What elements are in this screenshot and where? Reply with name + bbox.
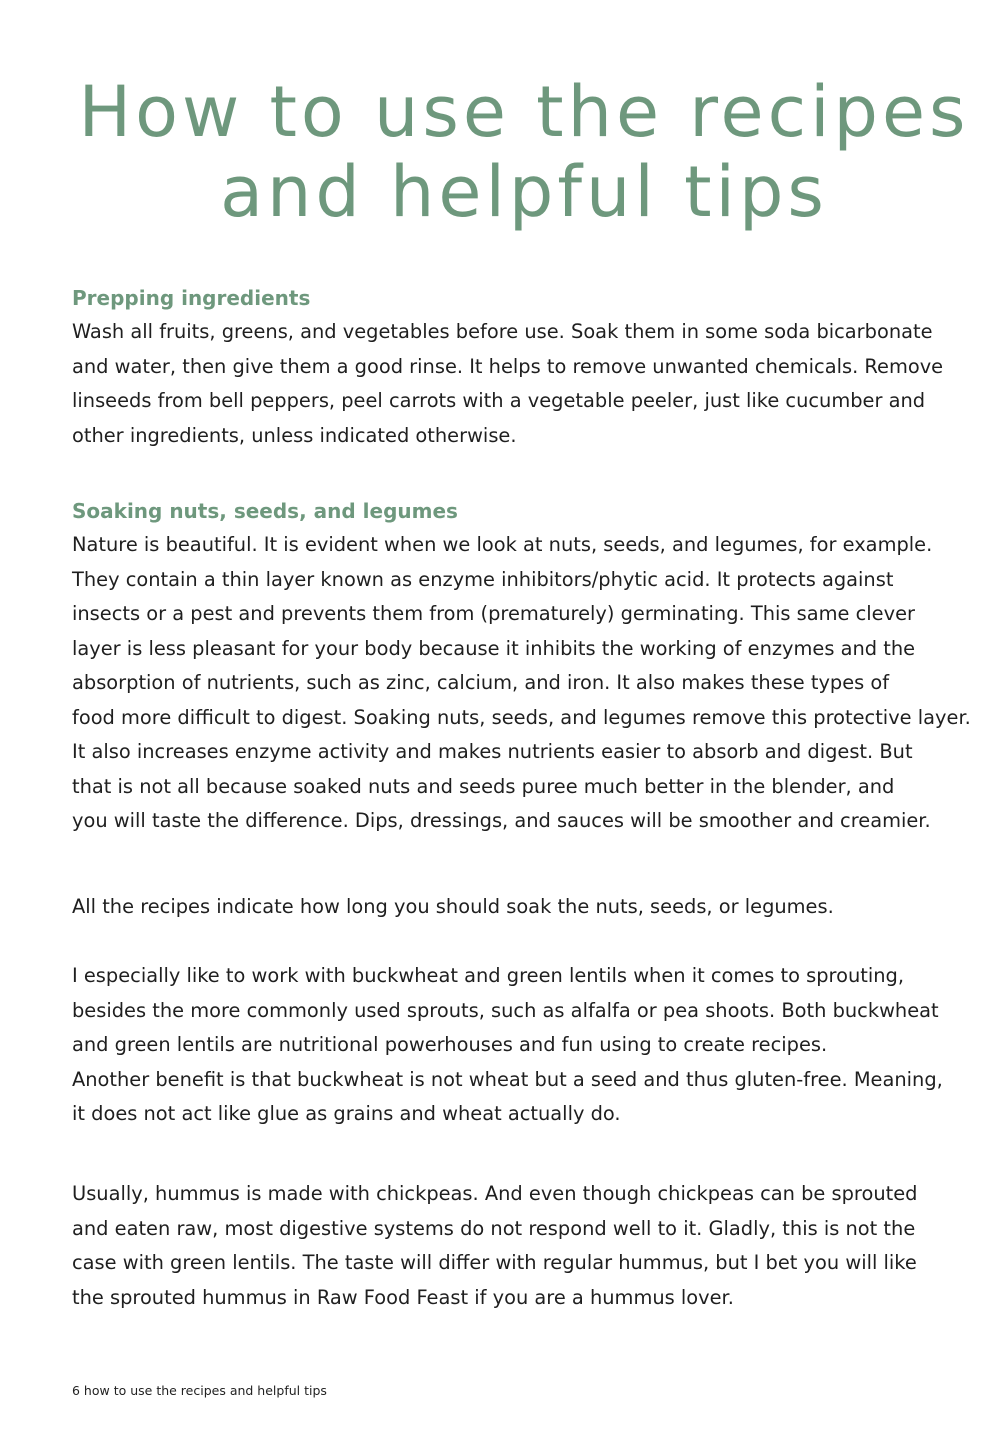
- text-line: absorption of nutrients, such as zinc, calcium, and iron. It also makes these types of: [72, 671, 890, 694]
- page-title-line-2: and helpful tips: [220, 151, 828, 233]
- section-body-soaking: [72, 528, 972, 839]
- text-line: Usually, hummus is made with chickpeas. And even though chickpeas can be sprouted: [72, 1182, 918, 1205]
- text-line: case with green lentils. The taste will differ with regular hummus, but I bet you will like: [72, 1251, 917, 1274]
- page-title-line-1: How to use the recipes: [78, 71, 970, 153]
- text-line: besides the more commonly used sprouts, such as alfalfa or pea shoots. Both buckwheat: [72, 998, 939, 1022]
- text-line: food more difficult to digest. Soaking nuts, seeds, and legumes remove this protective layer.: [72, 705, 971, 729]
- text-line: other ingredients, unless indicated otherwise.: [72, 423, 517, 447]
- text-line: Wash all fruits, greens, and vegetables before use. Soak them in some soda bicarbonate: [72, 320, 933, 343]
- text-line: you will taste the difference. Dips, dressings, and sauces will be smoother and creamier.: [72, 809, 931, 832]
- page-footer: 6 how to use the recipes and helpful tips: [72, 1383, 327, 1398]
- text-line: linseeds from bell peppers, peel carrots with a vegetable peeler, just like cucumber and: [72, 389, 926, 412]
- text-line: that is not all because soaked nuts and seeds puree much better in the blender, and: [72, 774, 895, 798]
- section-heading-prepping: Prepping ingredients: [72, 286, 311, 310]
- text-line: and eaten raw, most digestive systems do not respond well to it. Gladly, this is not the: [72, 1216, 916, 1240]
- text-line: the sprouted hummus in Raw Food Feast if you are a hummus lover.: [72, 1285, 734, 1309]
- text-line: All the recipes indicate how long you should soak the nuts, seeds, or legumes.: [72, 895, 834, 918]
- text-line: layer is less pleasant for your body because it inhibits the working of enzymes and the: [72, 636, 916, 660]
- text-line: and water, then give them a good rinse. It helps to remove unwanted chemicals. Remove: [72, 354, 944, 378]
- text-line: Another benefit is that buckwheat is not wheat but a seed and thus gluten-free. Meaning,: [72, 1067, 943, 1091]
- text-line: insects or a pest and prevents them from (prematurely) germinating. This same clever: [72, 602, 915, 625]
- section-body-prepping: [72, 315, 972, 453]
- paragraph-soak-times: [72, 890, 972, 925]
- page-title: [40, 72, 1008, 232]
- text-line: and green lentils are nutritional powerhouses and fun using to create recipes.: [72, 1033, 828, 1056]
- text-line: I especially like to work with buckwheat and green lentils when it comes to sprouting,: [72, 964, 904, 987]
- text-line: It also increases enzyme activity and makes nutrients easier to absorb and digest. But: [72, 740, 913, 763]
- text-line: it does not act like glue as grains and wheat actually do.: [72, 1102, 621, 1125]
- section-heading-soaking: Soaking nuts, seeds, and legumes: [72, 499, 458, 523]
- paragraph-sprouting: [72, 959, 972, 1132]
- text-line: Nature is beautiful. It is evident when we look at nuts, seeds, and legumes, for example.: [72, 533, 933, 556]
- text-line: They contain a thin layer known as enzyme inhibitors/phytic acid. It protects against: [72, 567, 894, 591]
- paragraph-hummus: [72, 1177, 972, 1315]
